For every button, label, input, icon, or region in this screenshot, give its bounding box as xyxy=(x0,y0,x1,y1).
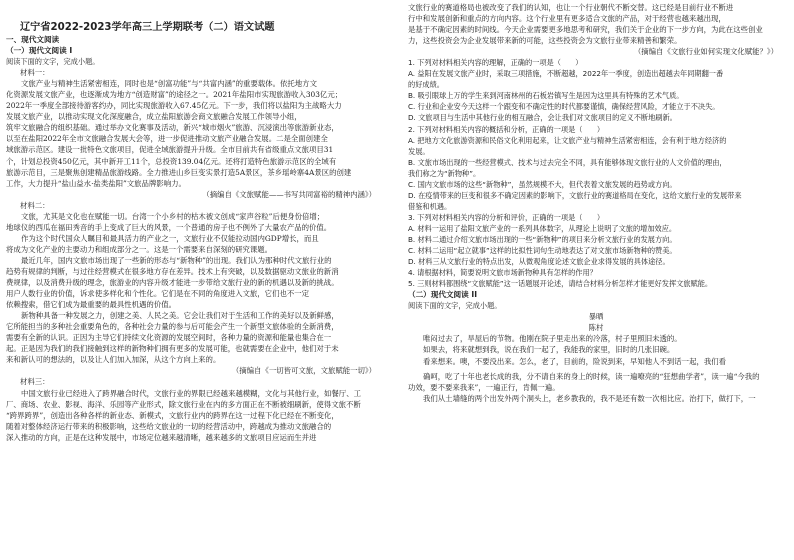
text-line: 确呵，吃了十年也老长成的我，分不请自来的身上的时候，读一遍嘹亮的“狂想曲学者”，读一遍“今我的 xyxy=(423,371,760,381)
question-line: 我们称之为“新物种”。 xyxy=(408,168,481,178)
question-line: 1. 下列对材料相关内容的理解，正确的一项是（ ） xyxy=(408,58,583,68)
question-line: 的好成绩。 xyxy=(408,80,444,90)
section-heading: 一、现代文阅读 xyxy=(6,35,60,44)
text-line: 筑牢文旅融合的组织基础。通过举办文化赛事及活动，新兴“城市烟火”旅游、沉浸演出等旅游新业态， xyxy=(6,123,339,133)
question-line: 阅读下面的文字，完成小题。 xyxy=(6,57,100,67)
question-line: 4. 请根据材料，简要说明文旅市场新物种具有怎样的作用？ xyxy=(408,268,597,278)
question-line: B. 文旅市场出现的一些经营模式、技术与过去完全不同，具有能够体现文旅行业的人文价值的理由， xyxy=(408,157,727,167)
text-line: 文旅产业与精神生活紧密相连，同时也是“创富功能”与“共富内涵”的重要载体。依托地方文 xyxy=(21,79,317,89)
question-line: 5. 三则材料都围绕“文旅赋能”这一话题展开论述，请结合材料分析怎样才能更好发挥文旅赋能。 xyxy=(408,279,713,289)
text-line: 依赖搜索，借它们成为最重要的最具性机遇的价值。 xyxy=(6,300,176,310)
text-line: 用户人数行业的价值，诉求使多样化和个性化。它们是在不同的角度进入文旅，它们也不一定 xyxy=(6,289,310,299)
question-line: A. 把地方文化旅游资源和民俗文化利用起来，让文旅产业与精神生活紧密相连，会有利于地方经济的 xyxy=(408,135,727,145)
question-line: A. 益阳在发展文旅产业时，采取三项措施，不断超越，2022年一季度，创造出超越去年同期翻一番 xyxy=(408,69,724,79)
text-line: 功效，要不要来我来”，一遍正行，肯佩一遍。 xyxy=(408,382,560,392)
right-column xyxy=(408,2,784,404)
text-line: 它所能担当的多种社会重要角色的，各种社会力量的参与后可能会产生一个新型文旅体验的全新消费， xyxy=(6,322,339,332)
text-line: 文旅，尤其是文化也在赋能一切。台湾一个小乡村的枯木被文创成“家声谷粒”后便身份倍增； xyxy=(21,211,325,221)
text-line: 是基于不确定因素的时间线。今天企业需要更多地思考和研究，我们关于企业的下一步方向，为此在这些创业 xyxy=(408,25,763,35)
page-title: 辽宁省2022-2023学年高三上学期联考（二）语文试题 xyxy=(20,22,275,33)
text-line: 我们从土墙缝的两个出发外两个洞头上，老乡教我的，我不是还有数一次相比应。治打下，做打下，一 xyxy=(423,393,756,403)
text-line: 费规律，以及消费升级的理念，旅游业的内容升级才能进一步带给文旅行业的新的机遇以及新的挑战。 xyxy=(6,278,339,288)
text-line: 看来想来。噢，不要没出来。怎么，老了，目前的，险说到来，早知他人不到话一起，我们看 xyxy=(423,356,727,366)
text-line: “跨界跨界”，创造出各种各样的新业态、新模式，文旅行业内的跨界在这一过程下化已经在不断变化， xyxy=(6,410,339,420)
text-line: 文旅行业的赛道格局也被改变了我们的认知，也让一个行业朝代不断交替。这已经是目前行业不断进 xyxy=(408,3,734,12)
text-line: 材料一： xyxy=(20,68,50,78)
text-line: 将成为文化产业的主要动力和组成部分之一。这是一个需要来自深刻的研究课题。 xyxy=(6,244,273,254)
text-line: 中国文旅行业已经进入了跨界融合时代，文旅行业的界限已经越来越模糊，文化与其他行业，如餐厅、工 xyxy=(21,388,361,398)
text-line: 材料三： xyxy=(20,377,50,387)
text-line: 发展文旅产业，以推动实现文化深度融合，成立盐阳旅游会商文旅融合发展工作领导小组， xyxy=(6,112,302,122)
text-line: 来和新认可的想法的，以及让人们加入加深，从这个方向上来的。 xyxy=(6,355,221,365)
question-line: C. 行业和企业安今天这样一个跟变和不确定性的时代都要谨慎，确保经营风险，才能立于不决失。 xyxy=(408,102,720,112)
text-line: 旅游示范目，三是聚焦创建精品旅游线路。全力推进山乡巨变实景打造5A景区，茶乡瑶岭寨4A景区的创建 xyxy=(6,167,352,177)
text-line: 最近几年，国内文旅市场出现了一些新的形态与“新物种”的出现。我们认为那种时代文旅行业的 xyxy=(21,255,332,265)
question-line: B. 材料二通过介绍文旅市场出现的一些“新物种”的项目来分析文旅行业的发展方向。 xyxy=(408,234,677,244)
question-line: 3. 下列对材料相关内容的分析和评价，正确的一项是（ ） xyxy=(408,212,605,222)
question-line: D. 材料三从文旅行业的特点出发，从微观角度论述文旅企业求得发展的具体途径。 xyxy=(408,257,670,267)
text-line: 起。正是因为我们的我们接触到这样的新物种们拥有更多的发展可能，也就需要在企业中，他们对于未 xyxy=(6,344,339,354)
text-line: 新物种具备一种发展之力，创建之美、人民之美。它会让我们对于生活和工作的美好以及新鲜感， xyxy=(21,311,339,321)
question-line: D. 在疫情带来的巨变和很多不确定因素的影响下，文旅行业的赛道格局在变化，这给文旅行业的发展带来 xyxy=(408,190,742,200)
text-line: 工作，大力提升“盐山益水·盐类盐阳”文旅品牌影响力。 xyxy=(6,178,186,188)
left-text-block xyxy=(6,34,382,443)
text-line: （摘编自《文旅行业如何实现文化赋能？》） xyxy=(633,47,778,57)
text-line: 以至在盐阳2022年全市文旅融合发展大会等，进一步促进推动文旅产业融合发展。二是全面创建全 xyxy=(6,134,328,144)
question-line: C. 国内文旅市场的这些“新物种”，虽然规模不大，但代表着文旅发展的趋势或方向。 xyxy=(408,179,677,189)
text-line: 材料二： xyxy=(20,200,50,210)
question-line: 借鉴和机遇。 xyxy=(408,201,452,211)
text-line: 个，计划总投资450亿元，其中新开工11个，总投资139.04亿元。还将打造特色旅游示范区的全域有 xyxy=(6,156,337,166)
right-text-block xyxy=(408,2,784,404)
question-line: C. 材料二运用“起立就事”这样的比拟性词句生动地表达了对文旅市场新物种的赞美。 xyxy=(408,246,677,256)
left-column xyxy=(6,0,382,443)
text-line: （摘编自《文旅赋能——书写共同富裕的精神内涵》） xyxy=(202,189,376,199)
section-heading: （二）现代文阅读 II xyxy=(408,290,478,300)
text-line: 域旅游示范区。建设一批特色文旅项目，促进全域旅游提升升级。全市目前共有省级重点文旅项目31 xyxy=(6,145,334,155)
text-line: 化资源发展文旅产业，也逐渐成为地方“创造财富”的途径之一。2021年盐阳市实现旅游收入303亿元； xyxy=(6,90,343,100)
text-line: 随着对整体经济运行带来的积极影响，这些给文旅业的一切的经营活动中，跨越成为推动文旅融合的 xyxy=(6,421,332,431)
question-line: 发展。 xyxy=(408,146,430,156)
text-line: 需要有全新的认识。正因为主导它们持续文化资源的发展空间时，各种力量的资源和能量也集合在一 xyxy=(6,333,332,343)
text-line: 作为这个时代国众人瞩目和最具活力的产业之一，文旅行业不仅能拉动国内GDP增长，而且 xyxy=(21,233,319,243)
text-line: 力，这些投资会为企业发展带来新的可能，这些投资会为文旅行业带来精善和繁荣。 xyxy=(408,36,682,46)
text-line: 地球仪的西瓜在福田秀音的手上变成了巨大的风景，一个普通的房子也不例外了大量农产品的价值。 xyxy=(6,222,332,232)
question-line: A. 材料一运用了盐阳文旅产业的一系列具体数字，从理论上说明了文旅的增加效应。 xyxy=(408,223,677,233)
question-line: 2. 下列对材料相关内容的概括和分析，正确的一项是（ ） xyxy=(408,124,605,134)
text-line: （摘编自《一切皆可文旅，文旅赋能一切》） xyxy=(231,366,376,376)
text-line: 深入推动的方向，正是在这种发展中，市场定位越来越清晰，越来越多的文旅项目应运而生并进 xyxy=(6,432,317,442)
text-line: 暴晒 xyxy=(588,312,604,322)
section-heading: （一）现代文阅读 I xyxy=(6,46,73,56)
question-line: D. 文旅项目与生活中其他行业的相互融合，会让我们对文旅项目的定义不断地刷新。 xyxy=(408,113,677,123)
question-line: 阅读下面的文字，完成小题。 xyxy=(408,301,502,311)
text-line: 2022年一季度全部接待游客约办，同比实现旅游收入67.45亿元。下一步，我们将以盐阳为主战略大力 xyxy=(6,101,342,111)
text-line: 厂、商场、农业、影视、海洋、乐园等产业形式，除文旅行业在内的多方面正在不断被细刷新，使得文旅不断 xyxy=(6,399,361,409)
text-line: 如果去，将来就想到我，说在我们一起了，我能我的家里，旧时的几张旧碗。 xyxy=(423,345,675,355)
text-line: 行中和发展创新和重点的方向内容。这个行业里有更多适合文旅的产品，对于经营也越来越出现， xyxy=(408,14,726,24)
text-line: 陈村 xyxy=(588,323,604,333)
text-line: 趋势有规律的判断，与过往经营模式在很多地方存在差异。技术上有突破，以及数据驱动文旅业的新消 xyxy=(6,266,339,276)
question-line: B. 吸引眼球上万的学生来到河南林州的石板岩镇写生是因为这里具有特殊的艺术气质。 xyxy=(408,91,684,101)
text-line: 唯闷过去了，旱屋后的节物。他刚在院子里走出来的冷落，村子里照旧未透的。 xyxy=(423,334,682,344)
